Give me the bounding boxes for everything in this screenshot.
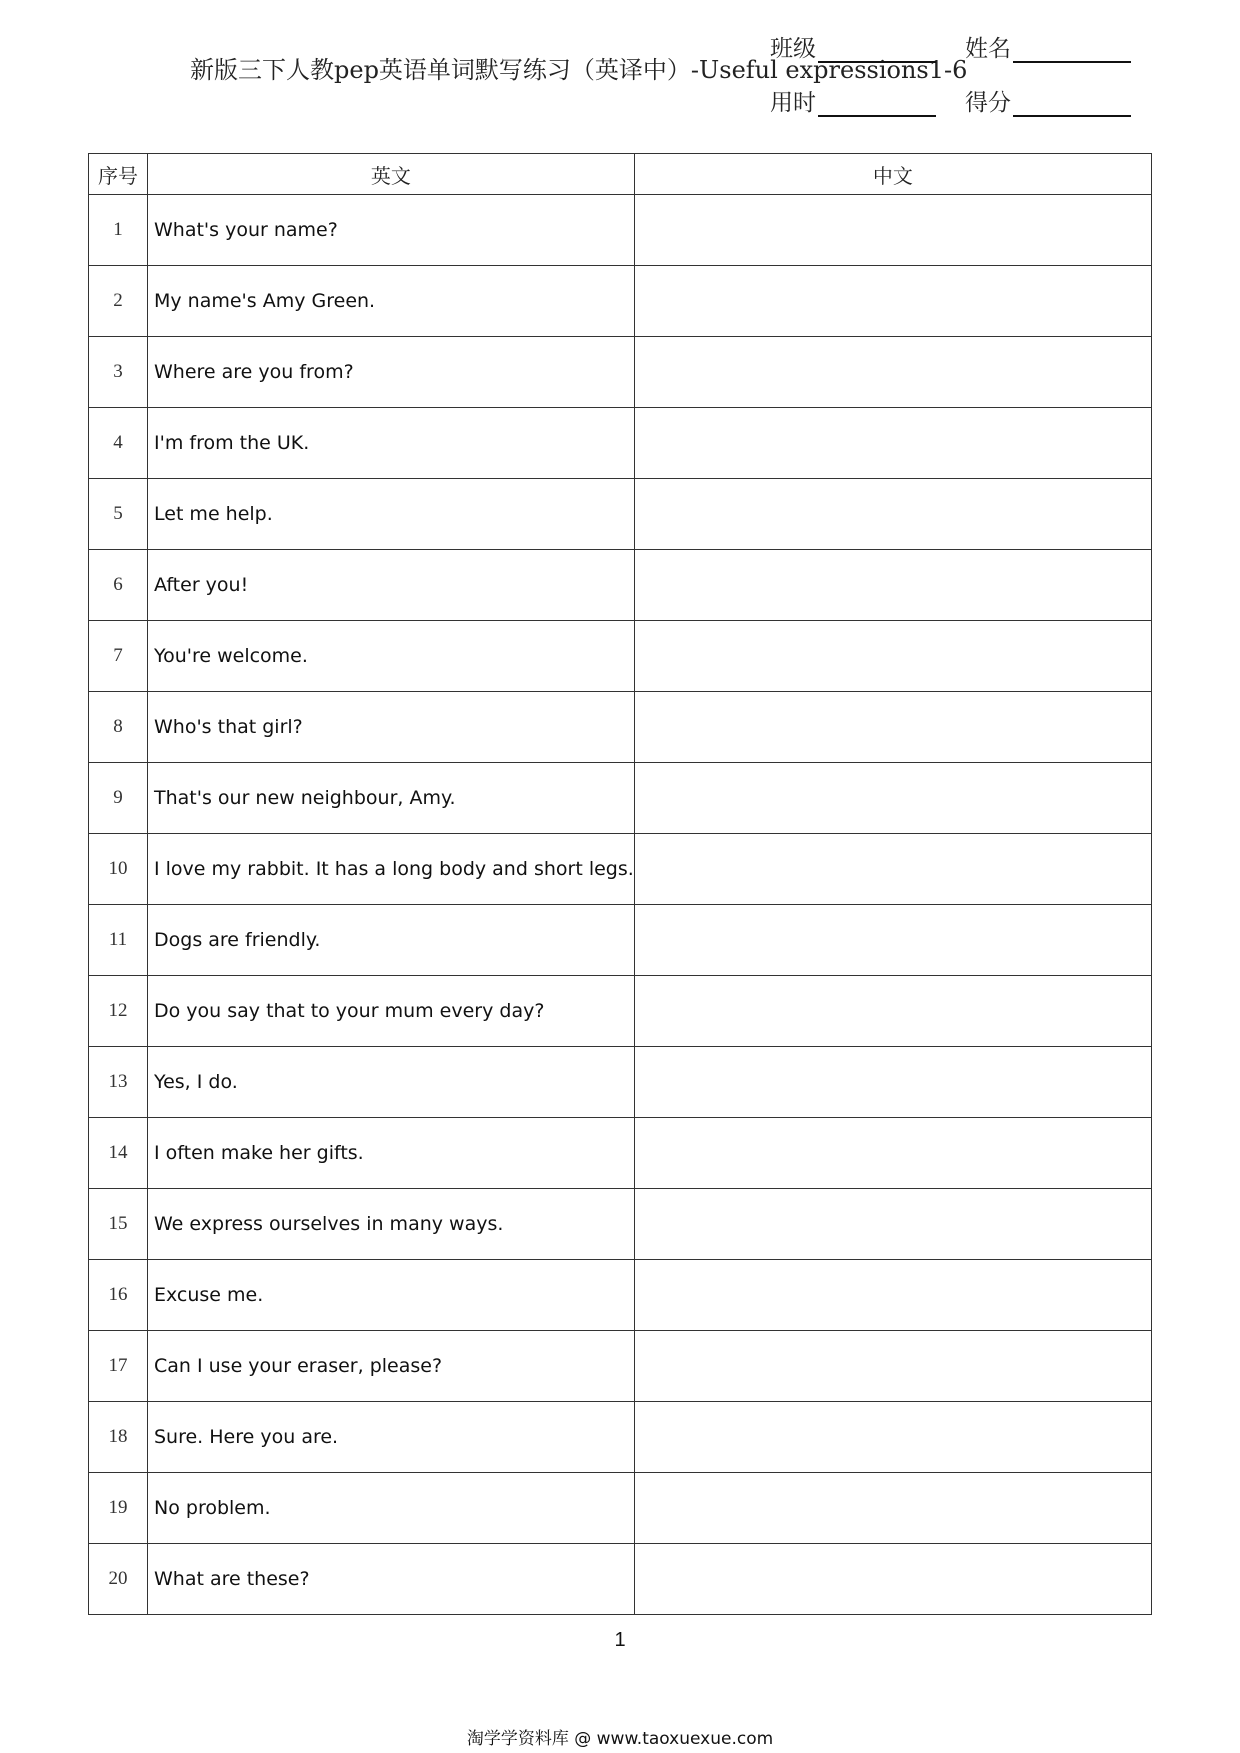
row-number: 5 <box>89 479 148 550</box>
chinese-answer-cell[interactable] <box>634 692 1151 763</box>
table-row <box>89 1473 1152 1544</box>
chinese-answer-cell[interactable] <box>634 1260 1151 1331</box>
chinese-answer-cell[interactable] <box>634 1473 1151 1544</box>
table-row <box>89 1260 1152 1331</box>
row-number: 15 <box>89 1189 148 1260</box>
english-phrase: I love my rabbit. It has a long body and short legs. <box>148 834 635 905</box>
row-number: 1 <box>89 195 148 266</box>
english-phrase: My name's Amy Green. <box>148 266 635 337</box>
chinese-answer-cell[interactable] <box>634 905 1151 976</box>
english-phrase: Excuse me. <box>148 1260 635 1331</box>
table-row <box>89 550 1152 621</box>
row-number: 8 <box>89 692 148 763</box>
footer-watermark: 淘学学资料库 @ www.taoxuexue.com <box>466 1729 774 1749</box>
english-phrase: What's your name? <box>148 195 635 266</box>
chinese-answer-cell[interactable] <box>634 1047 1151 1118</box>
score-label: 得分 <box>965 90 1011 116</box>
table-row <box>89 1047 1152 1118</box>
english-phrase: After you! <box>148 550 635 621</box>
table-row <box>89 976 1152 1047</box>
english-phrase: Dogs are friendly. <box>148 905 635 976</box>
table-row <box>89 479 1152 550</box>
col-header-english: 英文 <box>148 154 635 195</box>
english-phrase: I'm from the UK. <box>148 408 635 479</box>
name-label: 姓名 <box>965 36 1011 62</box>
english-phrase: Yes, I do. <box>148 1047 635 1118</box>
row-number: 10 <box>89 834 148 905</box>
table-row <box>89 621 1152 692</box>
english-phrase: Sure. Here you are. <box>148 1402 635 1473</box>
table-row <box>89 195 1152 266</box>
time-blank[interactable] <box>818 91 936 117</box>
chinese-answer-cell[interactable] <box>634 479 1151 550</box>
row-number: 4 <box>89 408 148 479</box>
chinese-answer-cell[interactable] <box>634 1402 1151 1473</box>
table-row <box>89 408 1152 479</box>
name-field <box>965 30 1131 63</box>
class-label: 班级 <box>770 36 816 62</box>
score-blank[interactable] <box>1013 91 1131 117</box>
row-number: 9 <box>89 763 148 834</box>
chinese-answer-cell[interactable] <box>634 195 1151 266</box>
chinese-answer-cell[interactable] <box>634 763 1151 834</box>
table-row <box>89 834 1152 905</box>
class-field <box>770 30 936 63</box>
exercise-table <box>88 153 1152 1615</box>
chinese-answer-cell[interactable] <box>634 337 1151 408</box>
row-number: 17 <box>89 1331 148 1402</box>
row-number: 6 <box>89 550 148 621</box>
score-field <box>965 84 1131 117</box>
row-number: 19 <box>89 1473 148 1544</box>
english-phrase: Let me help. <box>148 479 635 550</box>
col-header-number: 序号 <box>89 154 148 195</box>
english-phrase: Who's that girl? <box>148 692 635 763</box>
english-phrase: Where are you from? <box>148 337 635 408</box>
table-row <box>89 1118 1152 1189</box>
row-number: 7 <box>89 621 148 692</box>
english-phrase: No problem. <box>148 1473 635 1544</box>
row-number: 2 <box>89 266 148 337</box>
table-row <box>89 763 1152 834</box>
row-number: 11 <box>89 905 148 976</box>
chinese-answer-cell[interactable] <box>634 1331 1151 1402</box>
english-phrase: What are these? <box>148 1544 635 1615</box>
row-number: 12 <box>89 976 148 1047</box>
row-number: 20 <box>89 1544 148 1615</box>
table-header-row <box>89 154 1152 195</box>
english-phrase: That's our new neighbour, Amy. <box>148 763 635 834</box>
table-row <box>89 692 1152 763</box>
row-number: 13 <box>89 1047 148 1118</box>
col-header-chinese: 中文 <box>634 154 1151 195</box>
table-row <box>89 905 1152 976</box>
chinese-answer-cell[interactable] <box>634 834 1151 905</box>
table-row <box>89 1402 1152 1473</box>
chinese-answer-cell[interactable] <box>634 1189 1151 1260</box>
class-blank[interactable] <box>818 37 936 63</box>
time-label: 用时 <box>770 90 816 116</box>
chinese-answer-cell[interactable] <box>634 976 1151 1047</box>
table-row <box>89 266 1152 337</box>
page-number: 1 <box>614 1629 626 1651</box>
table-row <box>89 1189 1152 1260</box>
table-row <box>89 1331 1152 1402</box>
english-phrase: I often make her gifts. <box>148 1118 635 1189</box>
row-number: 3 <box>89 337 148 408</box>
english-phrase: Can I use your eraser, please? <box>148 1331 635 1402</box>
name-blank[interactable] <box>1013 37 1131 63</box>
table-row <box>89 337 1152 408</box>
table-row <box>89 1544 1152 1615</box>
row-number: 16 <box>89 1260 148 1331</box>
chinese-answer-cell[interactable] <box>634 1118 1151 1189</box>
page-title: 新版三下人教pep英语单词默写练习（英译中）-Useful expressions1-6 <box>190 56 968 84</box>
chinese-answer-cell[interactable] <box>634 1544 1151 1615</box>
chinese-answer-cell[interactable] <box>634 550 1151 621</box>
english-phrase: We express ourselves in many ways. <box>148 1189 635 1260</box>
english-phrase: You're welcome. <box>148 621 635 692</box>
time-field <box>770 84 936 117</box>
chinese-answer-cell[interactable] <box>634 621 1151 692</box>
row-number: 18 <box>89 1402 148 1473</box>
chinese-answer-cell[interactable] <box>634 408 1151 479</box>
english-phrase: Do you say that to your mum every day? <box>148 976 635 1047</box>
chinese-answer-cell[interactable] <box>634 266 1151 337</box>
row-number: 14 <box>89 1118 148 1189</box>
